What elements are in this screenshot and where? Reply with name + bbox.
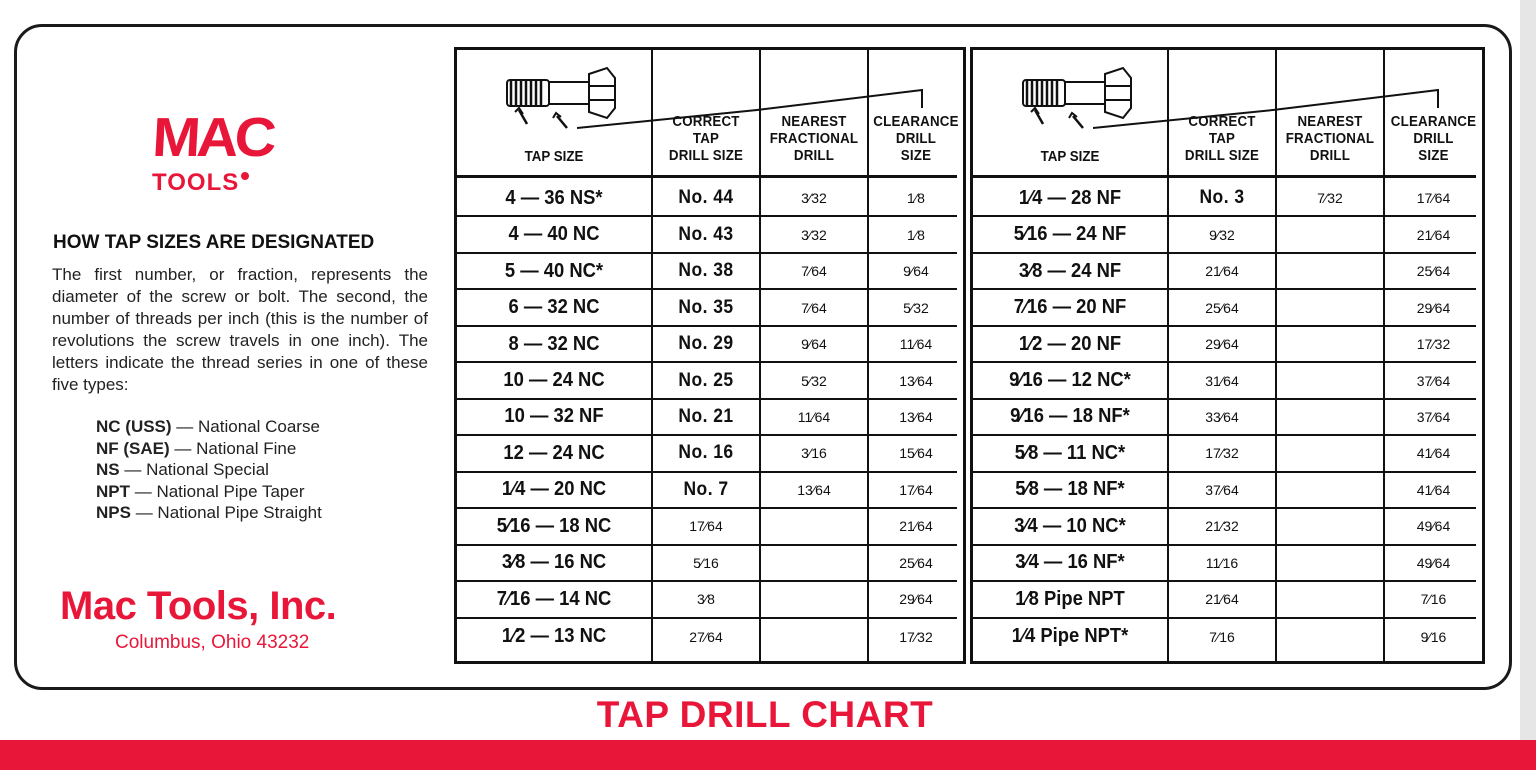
- thread-type-desc: — National Pipe Straight: [130, 503, 322, 522]
- cell-tap: 3⁄4 — 16 NF*: [1015, 551, 1125, 574]
- table-body: [973, 181, 1476, 655]
- cell-nearest: [1277, 473, 1383, 507]
- cell-tap: 10 — 24 NC: [503, 369, 605, 392]
- card-edge: [1520, 0, 1536, 770]
- cell-clearance: 11⁄64: [899, 336, 933, 353]
- header-line: FRACTIONAL: [1285, 131, 1375, 147]
- table-row: [457, 181, 957, 217]
- cell-clearance: 1⁄8: [907, 190, 925, 207]
- cell-clearance: 5⁄32: [903, 299, 929, 316]
- cell-correct: 27⁄64: [689, 628, 723, 645]
- cell-clearance: 37⁄64: [1416, 408, 1451, 425]
- header-line: DRILL: [895, 131, 937, 147]
- cell-clearance: 17⁄32: [899, 628, 933, 645]
- header-nearest: [765, 114, 863, 165]
- header-line: SIZE: [1418, 148, 1449, 164]
- cell-nearest: 5⁄32: [801, 372, 827, 389]
- header-line: CLEARANCE: [1390, 114, 1477, 130]
- header-line: SIZE: [900, 148, 932, 164]
- thread-type-code: NC (USS): [96, 417, 172, 436]
- cell-tap: 9⁄16 — 18 NF*: [1010, 405, 1130, 428]
- header-tap-size: TAP SIZE: [524, 149, 584, 165]
- cell-correct: No. 3: [1199, 187, 1245, 209]
- cell-clearance: 29⁄64: [899, 591, 933, 608]
- info-body: The first number, or fraction, represents the diameter of the screw or bolt. The second, the number of threads per inch (this is the number of revolutions the screw travels in one inch). The letters indicate the thread series in one of these five types:: [52, 265, 428, 394]
- header-correct: [657, 114, 755, 165]
- tap-drill-tables: [454, 47, 1485, 664]
- cell-clearance: 17⁄64: [1416, 190, 1451, 207]
- cell-clearance: 9⁄64: [903, 263, 929, 280]
- header-line: FRACTIONAL: [769, 131, 859, 147]
- table-row: [457, 290, 957, 326]
- table-row: [973, 327, 1476, 363]
- cell-correct: 7⁄16: [1209, 628, 1235, 645]
- cell-correct: No. 43: [678, 223, 734, 245]
- thread-type-item: [96, 459, 322, 481]
- cell-clearance: 7⁄16: [1420, 591, 1447, 608]
- cell-tap: 1⁄2 — 20 NF: [1018, 332, 1122, 355]
- cell-nearest: 3⁄16: [801, 445, 827, 462]
- cell-nearest: [1277, 400, 1383, 434]
- logo-dot-icon: [241, 172, 249, 180]
- table-row: [973, 619, 1476, 655]
- table-row: [457, 473, 957, 509]
- header-line: CLEARANCE: [873, 114, 959, 130]
- thread-type-item: [96, 502, 322, 524]
- table-row: [973, 217, 1476, 253]
- thread-types-list: [96, 416, 322, 524]
- cell-nearest: [1277, 582, 1383, 616]
- cell-nearest: 7⁄32: [1317, 190, 1343, 207]
- table-row: [973, 400, 1476, 436]
- cell-nearest: 13⁄64: [797, 481, 831, 498]
- header-clearance: [1389, 114, 1478, 165]
- mac-tools-logo: [145, 106, 295, 198]
- cell-clearance: 21⁄64: [1416, 226, 1451, 243]
- table-row: [973, 509, 1476, 545]
- header-line: DRILL: [1413, 131, 1454, 147]
- cell-nearest: [1277, 217, 1383, 251]
- cell-nearest: [1277, 254, 1383, 288]
- info-heading: HOW TAP SIZES ARE DESIGNATED: [53, 232, 375, 253]
- cell-nearest: [1277, 290, 1383, 324]
- table-row: [457, 327, 957, 363]
- cell-nearest: 11⁄64: [797, 408, 831, 425]
- thread-type-desc: — National Coarse: [171, 417, 320, 436]
- table-row: [973, 363, 1476, 399]
- cell-correct: 31⁄64: [1205, 372, 1239, 389]
- cell-nearest: 7⁄64: [801, 299, 827, 316]
- cell-correct: 9⁄32: [1209, 226, 1235, 243]
- table-row: [457, 363, 957, 399]
- cell-nearest: 3⁄32: [801, 190, 827, 207]
- cell-correct: 17⁄32: [1205, 445, 1239, 462]
- cell-correct: No. 21: [678, 405, 734, 427]
- cell-tap: 1⁄4 Pipe NPT*: [1011, 625, 1129, 648]
- table-row: [457, 546, 957, 582]
- cell-tap: 7⁄16 — 14 NC: [496, 587, 612, 610]
- table-row: [457, 509, 957, 545]
- cell-clearance: 17⁄32: [1416, 336, 1451, 353]
- cell-nearest: [761, 582, 867, 616]
- table-row: [973, 254, 1476, 290]
- cell-clearance: 41⁄64: [1416, 481, 1451, 498]
- tap-table-right: [970, 47, 1485, 664]
- table-row: [457, 254, 957, 290]
- thread-type-code: NPS: [96, 503, 131, 522]
- cell-correct: No. 25: [678, 369, 734, 391]
- cell-nearest: 9⁄64: [801, 336, 827, 353]
- cell-nearest: [761, 509, 867, 543]
- cell-tap: 9⁄16 — 12 NC*: [1009, 369, 1131, 392]
- table-row: [457, 400, 957, 436]
- cell-nearest: [1277, 327, 1383, 361]
- header-line: DRILL: [1309, 148, 1351, 164]
- cell-correct: 5⁄16: [693, 554, 719, 571]
- cell-tap: 3⁄8 — 24 NF: [1018, 259, 1122, 282]
- cell-tap: 3⁄8 — 16 NC: [501, 551, 607, 574]
- cell-tap: 5 — 40 NC*: [504, 259, 604, 282]
- header-line: TAP: [692, 131, 720, 147]
- cell-correct: No. 16: [678, 442, 734, 464]
- header-line: NEAREST: [1297, 114, 1363, 130]
- cell-clearance: 17⁄64: [899, 481, 933, 498]
- cell-clearance: 49⁄64: [1416, 554, 1451, 571]
- cell-tap: 8 — 32 NC: [508, 332, 600, 355]
- thread-type-desc: — National Special: [119, 460, 269, 479]
- cell-tap: 1⁄8 Pipe NPT: [1015, 587, 1125, 610]
- table-row: [457, 436, 957, 472]
- table-header: [973, 50, 1476, 178]
- header-line: CORRECT: [672, 114, 740, 130]
- cell-correct: No. 35: [678, 296, 734, 318]
- logo-tools-label: TOOLS: [152, 169, 240, 196]
- logo-mac-text: MAC: [150, 106, 275, 169]
- cell-clearance: 25⁄64: [899, 554, 933, 571]
- cell-tap: 4 — 40 NC: [508, 223, 600, 246]
- cell-tap: 5⁄16 — 18 NC: [496, 514, 612, 537]
- cell-tap: 1⁄4 — 28 NF: [1018, 186, 1122, 209]
- cell-nearest: 3⁄32: [801, 226, 827, 243]
- cell-tap: 3⁄4 — 10 NC*: [1014, 514, 1126, 537]
- cell-tap: 5⁄8 — 11 NC*: [1014, 441, 1126, 464]
- table-row: [973, 181, 1476, 217]
- cell-correct: 17⁄64: [689, 518, 723, 535]
- cell-clearance: 1⁄8: [907, 226, 925, 243]
- cell-nearest: [1277, 546, 1383, 580]
- red-band: [0, 740, 1536, 770]
- header-correct: [1173, 114, 1271, 165]
- table-row: [457, 619, 957, 655]
- table-row: [973, 473, 1476, 509]
- cell-clearance: 29⁄64: [1416, 299, 1451, 316]
- cell-tap: 1⁄2 — 13 NC: [501, 625, 607, 648]
- logo-tools-text: [152, 170, 249, 196]
- thread-type-item: [96, 416, 322, 438]
- cell-nearest: [1277, 619, 1383, 655]
- tap-table-left: [454, 47, 966, 664]
- cell-correct: No. 38: [678, 260, 734, 282]
- cell-nearest: [1277, 363, 1383, 397]
- cell-tap: 1⁄4 — 20 NC: [501, 478, 607, 501]
- cell-nearest: [1277, 436, 1383, 470]
- table-row: [457, 582, 957, 618]
- thread-type-item: [96, 481, 322, 503]
- header-line: DRILL SIZE: [668, 148, 744, 164]
- table-body: [457, 181, 957, 655]
- table-header: [457, 50, 957, 178]
- thread-type-item: [96, 438, 322, 460]
- cell-correct: 33⁄64: [1205, 408, 1239, 425]
- thread-type-desc: — National Pipe Taper: [130, 481, 305, 501]
- cell-tap: 4 — 36 NS*: [505, 186, 603, 209]
- thread-type-code: NF (SAE): [96, 438, 170, 458]
- cell-clearance: 9⁄16: [1420, 628, 1447, 645]
- thread-type-desc: — National Fine: [169, 438, 297, 458]
- cell-clearance: 21⁄64: [899, 518, 933, 535]
- cell-correct: 29⁄64: [1205, 336, 1239, 353]
- table-row: [973, 546, 1476, 582]
- cell-clearance: 37⁄64: [1416, 372, 1451, 389]
- cell-nearest: 7⁄64: [801, 263, 827, 280]
- header-line: DRILL SIZE: [1184, 148, 1260, 164]
- cell-tap: 6 — 32 NC: [508, 296, 600, 319]
- cell-correct: 21⁄64: [1205, 591, 1239, 608]
- header-tap-size: TAP SIZE: [1040, 149, 1100, 165]
- cell-correct: No. 7: [683, 478, 729, 500]
- thread-type-code: NPT: [96, 481, 130, 501]
- company-name: Mac Tools, Inc.: [60, 584, 337, 628]
- cell-correct: 37⁄64: [1205, 481, 1239, 498]
- cell-clearance: 13⁄64: [899, 408, 933, 425]
- table-row: [457, 217, 957, 253]
- header-line: CORRECT: [1188, 114, 1256, 130]
- cell-correct: No. 29: [678, 333, 734, 355]
- header-line: NEAREST: [781, 114, 847, 130]
- cell-correct: 25⁄64: [1205, 299, 1239, 316]
- left-panel: [40, 96, 435, 666]
- cell-correct: 3⁄8: [697, 591, 715, 608]
- company-city: Columbus, Ohio 43232: [115, 632, 310, 653]
- cell-nearest: [761, 546, 867, 580]
- cell-tap: 10 — 32 NF: [504, 405, 604, 428]
- cell-tap: 12 — 24 NC: [503, 441, 605, 464]
- cell-correct: 21⁄32: [1205, 518, 1239, 535]
- cell-tap: 7⁄16 — 20 NF: [1013, 296, 1127, 319]
- thread-type-code: NS: [96, 460, 120, 479]
- cell-correct: 21⁄64: [1205, 263, 1239, 280]
- chart-title: TAP DRILL CHART: [596, 694, 934, 735]
- table-row: [973, 290, 1476, 326]
- cell-clearance: 25⁄64: [1416, 263, 1451, 280]
- cell-clearance: 13⁄64: [899, 372, 933, 389]
- header-nearest: [1281, 114, 1379, 165]
- cell-nearest: [1277, 509, 1383, 543]
- table-row: [973, 436, 1476, 472]
- cell-correct: 11⁄16: [1205, 554, 1239, 571]
- cell-clearance: 49⁄64: [1416, 518, 1451, 535]
- cell-tap: 5⁄8 — 18 NF*: [1015, 478, 1125, 501]
- cell-clearance: 15⁄64: [899, 445, 933, 462]
- cell-tap: 5⁄16 — 24 NF: [1013, 223, 1127, 246]
- cell-nearest: [761, 619, 867, 655]
- header-line: TAP: [1208, 131, 1236, 147]
- header-clearance: [873, 114, 959, 165]
- table-row: [973, 582, 1476, 618]
- cell-correct: No. 44: [678, 187, 734, 209]
- cell-clearance: 41⁄64: [1416, 445, 1451, 462]
- header-line: DRILL: [793, 148, 835, 164]
